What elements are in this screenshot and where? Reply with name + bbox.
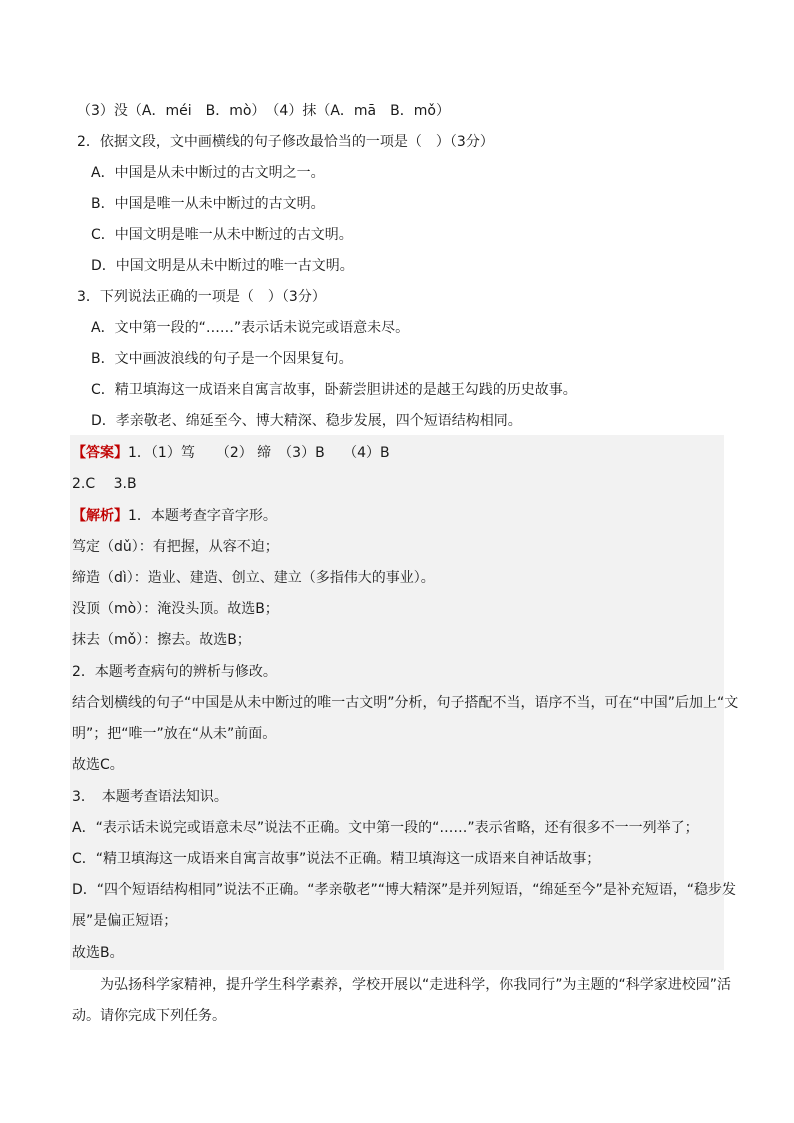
analysis-text-1: 1．本题考查字音字形。 — [128, 508, 277, 524]
question-3-option-b: B．文中画波浪线的句子是一个因果复句。 — [91, 351, 353, 367]
analysis-line-3: 缔造（dì）：造业、建造、创立、建立（多指伟大的事业）。 — [72, 570, 435, 586]
answer-text-1: 1．（1）笃 （2） 缔 （3）B （4）B — [128, 445, 390, 461]
analysis-line-11: A．“表示话未说完或语意未尽”说法不正确。文中第一段的“……”表示省略，还有很多不一一列举了； — [72, 820, 699, 836]
answer-line-2: 2.C 3.B — [72, 476, 137, 492]
analysis-tag: 【解析】 — [72, 508, 128, 524]
analysis-line-8: 明”；把“唯一”放在“从未”前面。 — [72, 726, 277, 742]
question-3-stem: 3．下列说法正确的一项是（ ）（3分） — [77, 289, 326, 305]
question-2-option-d: D．中国文明是从未中断过的唯一古文明。 — [91, 258, 354, 274]
analysis-line-5: 抹去（mǒ）：擦去。故选B； — [72, 632, 251, 648]
analysis-line-15: 故选B。 — [72, 945, 124, 961]
question-2-option-a: A．中国是从未中断过的古文明之一。 — [91, 165, 325, 181]
analysis-line-10: 3． 本题考查语法知识。 — [72, 789, 228, 805]
answer-line-1 — [72, 443, 390, 463]
passage-line-2: 动。请你完成下列任务。 — [72, 1008, 226, 1024]
question-2-option-b: B．中国是唯一从未中断过的古文明。 — [91, 196, 325, 212]
analysis-line-1 — [72, 506, 277, 526]
analysis-line-14: 展”是偏正短语； — [72, 913, 178, 929]
question-2-stem: 2．依据文段，文中画横线的句子修改最恰当的一项是（ ）（3分） — [77, 134, 494, 150]
analysis-line-2: 笃定（dǔ）：有把握，从容不迫； — [72, 539, 279, 555]
passage-line-1: 为弘扬科学家精神，提升学生科学素养，学校开展以“走进科学，你我同行”为主题的“科学家进校园”活 — [100, 977, 732, 993]
question-1-options-3-4: （3）没（A．méi B．mò） （4）抹（A．mā B．mǒ） — [77, 103, 450, 119]
question-2-option-c: C．中国文明是唯一从未中断过的古文明。 — [91, 227, 353, 243]
analysis-line-12: C．“精卫填海这一成语来自寓言故事”说法不正确。精卫填海这一成语来自神话故事； — [72, 851, 601, 867]
answer-tag: 【答案】 — [72, 445, 128, 461]
question-3-option-c: C．精卫填海这一成语来自寓言故事，卧薪尝胆讲述的是越王勾践的历史故事。 — [91, 382, 577, 398]
analysis-line-13: D．“四个短语结构相同”说法不正确。“孝亲敬老”“博大精深”是并列短语，“绵延至今”是补充短语，“稳步发 — [72, 882, 737, 898]
question-3-option-a: A．文中第一段的“……”表示话未说完或语意未尽。 — [91, 320, 410, 336]
analysis-line-9: 故选C。 — [72, 757, 124, 773]
analysis-line-4: 没顶（mò）：淹没头顶。故选B； — [72, 601, 279, 617]
analysis-line-7: 结合划横线的句子“中国是从未中断过的唯一古文明”分析，句子搭配不当，语序不当，可在“中国”后加上“文 — [72, 695, 739, 711]
analysis-line-6: 2．本题考查病句的辨析与修改。 — [72, 664, 277, 680]
question-3-option-d: D．孝亲敬老、绵延至今、博大精深、稳步发展，四个短语结构相同。 — [91, 413, 522, 429]
